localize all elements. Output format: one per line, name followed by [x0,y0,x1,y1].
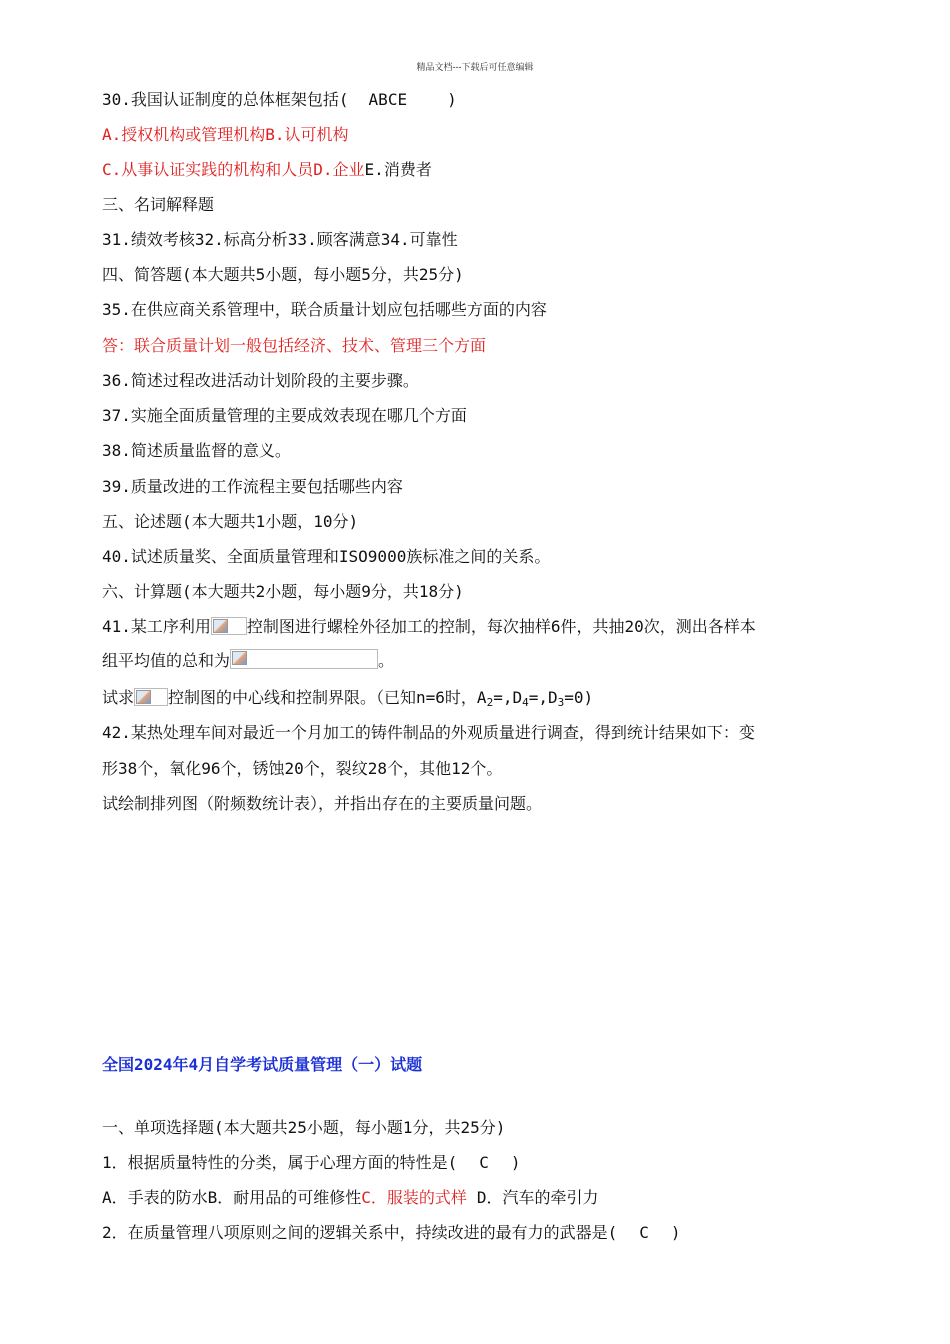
question-1-option-d: D．汽车的牵引力 [476,1188,599,1207]
section-3-heading: 三、名词解释题 [102,195,215,214]
subscript-d4: 4 [522,696,529,709]
question-35: 35.在供应商关系管理中，联合质量计划应包括哪些方面的内容 [102,300,547,319]
answer-35: 答：联合质量计划一般包括经济、技术、管理三个方面 [102,336,487,355]
question-42-line-1: 42.某热处理车间对最近一个月加工的铸件制品的外观质量进行调查，得到统计结果如下：变 [102,723,755,742]
question-41-text-a: 41.某工序利用 [102,617,211,636]
formula-image-placeholder [134,688,168,706]
question-30-option-e: E.消费者 [364,160,432,179]
formula-image-placeholder [211,617,247,635]
question-41-text-c: 组平均值的总和为 [102,651,231,670]
question-40: 40.试述质量奖、全面质量管理和ISO9000族标准之间的关系。 [102,547,551,566]
question-1-answer: C [479,1153,489,1172]
question-1-options-ab: A．手表的防水B．耐用品的可维修性 [102,1188,362,1207]
question-1-option-c: C．服装的式样 [361,1188,467,1207]
question-41-text-h: =,D [528,688,558,707]
question-1-close: ) [510,1153,521,1172]
question-1-options [102,1187,599,1209]
question-30-options-ab: A.授权机构或管理机构B.认可机构 [102,125,349,144]
question-1 [102,1152,521,1174]
question-42-line-3: 试绘制排列图（附频数统计表），并指出存在的主要质量问题。 [102,794,543,813]
broken-image-icon [136,690,151,704]
question-2 [102,1222,681,1244]
question-30-stem: 30.我国认证制度的总体框架包括( [102,90,349,109]
question-37: 37.实施全面质量管理的主要成效表现在哪几个方面 [102,406,467,425]
question-41-text-f: 控制图的中心线和控制界限。（已知n=6时，A [168,688,487,707]
section-4-heading: 四、简答题(本大题共5小题，每小题5分，共25分) [102,265,464,284]
question-41-line-2 [102,649,394,672]
question-2-close: ) [670,1223,681,1242]
subscript-a2: 2 [486,696,494,709]
section-5-heading: 五、论述题(本大题共1小题，10分) [102,512,359,531]
question-30-options-cde [102,159,432,181]
question-30-close: ) [447,90,457,109]
question-41-line-1 [102,616,756,638]
question-2-stem: 2．在质量管理八项原则之间的逻辑关系中，持续改进的最有力的武器是( [102,1223,618,1242]
question-2-answer: C [639,1223,649,1242]
question-41-text-e: 试求 [102,688,135,707]
question-41-text-g: =,D [493,688,523,707]
subscript-d3: 3 [557,696,565,709]
section-1-heading: 一、单项选择题(本大题共25小题，每小题1分，共25分) [102,1118,506,1137]
question-41-text-d: 。 [378,651,395,670]
exam-title: 全国2024年4月自学考试质量管理（一）试题 [102,1055,423,1074]
question-36: 36.简述过程改进活动计划阶段的主要步骤。 [102,371,419,390]
question-41-text-b: 控制图进行螺栓外径加工的控制，每次抽样6件，共抽20次，测出各样本 [246,617,756,636]
question-30 [102,89,457,111]
question-41-line-3 [102,687,593,714]
terms-31-34: 31.绩效考核32.标高分析33.顾客满意34.可靠性 [102,230,458,249]
question-42-line-2: 形38个，氧化96个，锈蚀20个，裂纹28个，其他12个。 [102,759,503,778]
question-30-options-cd: C.从事认证实践的机构和人员D.企业 [102,160,365,179]
question-41-text-i: =0) [564,688,594,707]
question-1-stem: 1．根据质量特性的分类，属于心理方面的特性是( [102,1153,458,1172]
section-6-heading: 六、计算题(本大题共2小题，每小题9分，共18分) [102,582,464,601]
broken-image-icon [232,651,247,665]
formula-image-placeholder [230,649,378,669]
page-header: 精品文档---下载后可任意编辑 [416,63,534,73]
broken-image-icon [213,619,228,633]
question-38: 38.简述质量监督的意义。 [102,441,291,460]
question-39: 39.质量改进的工作流程主要包括哪些内容 [102,477,403,496]
question-30-answer: ABCE [368,90,408,109]
